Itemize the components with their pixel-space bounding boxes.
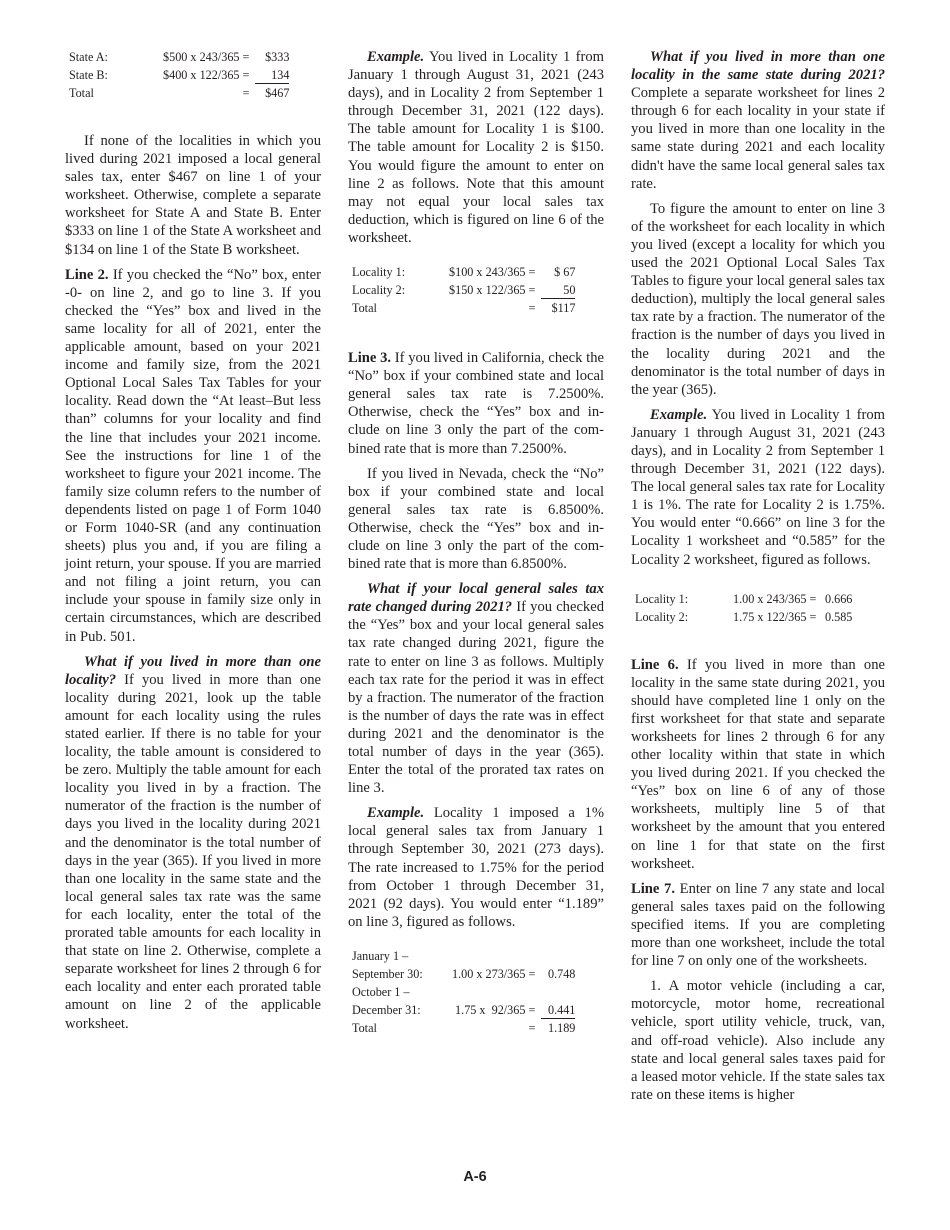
line-2-paragraph: Line 2. If you checked the “No” box, enter -0- on line 2, and go to line 3. If you checked the “Yes” box and lived in the same locality for all of 2021, enter the applicable amount, based on your 2021 income and family size, from the 2021 Optional Local Sales Tax Tables for your locality. Read down the “At least–But less than” columns for your locality and find the line that includes your 2021 income. See the instructions for line 1 of the worksheet to figure your 2021 income. The family size column refers to the number of dependents listed on page 1 of Form 1040 or Form 1040-SR (and any continuation sheets) plus you and, if you are filing a joint return, your spouse. If you are married and not filing a joint return, you can include your spouse in family size only in certain circumstances, which are described in Pub. 501. — [65, 266, 321, 645]
line-7-heading: Line 7. — [631, 880, 675, 897]
paragraph: To figure the amount to enter on line 3 of the worksheet for each locality in which you lived (except a locality for which you used the 2021 Optional Local Sales Tax Tables to figure your local general sales tax deduction), multiply the local general sales tax rate by a fraction. The numerator of the fraction is the number of days you lived in the locality during 2021 and the denominator is the total number of days in the year (365). — [631, 200, 885, 398]
state-allocation-table — [69, 48, 289, 102]
column-1 — [65, 48, 321, 1040]
column-2 — [348, 48, 604, 1045]
line-6-heading: Line 6. — [631, 656, 679, 673]
same-state-paragraph: What if you lived in more than one locality in the same state during 2021? Complete a separate worksheet for lines 2 through 6 for each locality in your state if you lived in more than one locality in the same state during 2021 and each locality didn't have the same local general sales tax rate. — [631, 49, 885, 192]
table-row: October 1 – — [352, 984, 410, 999]
table-total-row: Total = $467 — [69, 86, 290, 100]
line-2-heading: Line 2. — [65, 266, 109, 283]
table-total-row: Total = $117 — [352, 301, 576, 316]
example-paragraph: Example. You lived in Locality 1 from January 1 through August 31, 2021 (243 days), and in Locality 2 from September 1 through December 31, 2021 (122 days). The table amount for Locality 1 is $100. The table amount for Locality 2 is $150. You would figure the amount to enter on line 2 as follows. Note that this amount may not equal your local sales tax deduction, which is figured on line 6 of the worksheet. — [348, 49, 604, 246]
locality-rate-table — [635, 590, 852, 626]
table-row: State A: $500 x 243/365 = $333 — [69, 50, 290, 64]
list-item: 1. A motor vehicle (including a car, motorcycle, motor home, recreational vehicle, sport utility vehicle, truck, van, and off-road vehicle). Also include any state and local general sales taxes paid for a leased motor vehicle. If the state sales tax rate on these items is higher — [631, 978, 885, 1103]
more-than-one-locality-paragraph: What if you lived in more than one locality? If you lived in more than one locality during 2021, look up the table amount for each locality using the rules stated earlier. If there is no table for your locality, the table amount is considered to be zero. Multiply the table amount for each locality you lived in by a fraction. The numerator of the fraction is the number of days you lived in the locality during 2021 and the denominator is the total number of days in the year (365). If you lived in more than one locality in the same state and the local general sales tax rate was the same for each locality, enter the total of the prorated table amounts for each locality in that state on line 2. Otherwise, complete a separate worksheet for lines 2 through 6 for each locality and enter each prorated table amount on line 2 of the applicable worksheet. — [65, 653, 321, 1032]
table-row: Locality 2: 1.75 x 122/365 = 0.585 — [635, 609, 853, 624]
rate-changed-paragraph: What if your local general sales tax rate changed during 2021? If you checked the “Yes” box and your local general sales tax rate changed during 2021, figure the rate to enter on line 3 as follows. Multiply each tax rate for the period it was in effect by a fraction. The numerator of the fraction is the number of days the rate was in effect during 2021 and the denominator is the total number of days in the year (365). Enter the total of the prorated tax rates on line 3. — [348, 581, 604, 797]
same-state-heading: What if you lived in more than one locality in the same state during 2021? — [631, 49, 885, 84]
column-3 — [631, 48, 885, 1111]
line-7-paragraph: Line 7. Enter on line 7 any state and local general sales taxes paid on the following specified items. If you are completing more than one worksheet, include the total for line 7 on only one of the worksheets. — [631, 880, 885, 970]
line-3-heading: Line 3. — [348, 350, 392, 367]
rate-changed-heading: What if your local general sales tax rate changed during 2021? — [348, 581, 604, 616]
more-than-one-locality-heading: What if you lived in more than one locality? — [65, 653, 321, 688]
example-paragraph: Example. Locality 1 imposed a 1% local general sales tax from January 1 through September 30, 2021 (273 days). The rate increased to 1.75% for the period from October 1 through December 31, 2021 (92 days). You would enter “1.189” on line 3, figured as follows. — [348, 805, 604, 930]
table-row: Locality 2: $150 x 122/365 = 50 — [352, 283, 576, 298]
paragraph: If none of the localities in which you lived during 2021 imposed a local general sales tax, enter $467 on line 1 of your worksheet. Otherwise, complete a separate worksheet for State A and State B. Enter $333 on line 1 of the State A worksheet and $134 on line 1 of the State B worksheet. — [65, 133, 321, 258]
table-row: Locality 1: $100 x 243/365 = $ 67 — [352, 265, 576, 280]
example-paragraph: Example. You lived in Locality 1 from January 1 through August 31, 2021 (243 days), and in Locality 2 from September 1 through December 31, 2021 (122 days). The local general sales tax rate for Locality 1 is 1%. The rate for Locality 2 is 1.75%. You would enter “0.666” on line 3 for the Locality 1 worksheet and “0.585” for the Locality 2 worksheet, figured as follows. — [631, 406, 885, 568]
prorated-rate-table — [352, 947, 575, 1037]
table-row: January 1 – — [352, 948, 409, 963]
page-number: A-6 — [463, 1169, 487, 1185]
table-total-row: Total = 1.189 — [352, 1020, 576, 1035]
table-row: Locality 1: 1.00 x 243/365 = 0.666 — [635, 591, 853, 606]
locality-amount-table — [352, 263, 575, 317]
line-3-paragraph: Line 3. If you lived in California, check the “No” box if your combined state and local general sales tax rate is 7.2500%. Otherwise, check the “Yes” box and include on line 3 only the part of the combined rate that is more than 7.2500%. — [348, 350, 604, 457]
nevada-paragraph: If you lived in Nevada, check the “No” box if your combined state and local general sales tax rate is 6.8500%. Otherwise, check the “Yes” box and include on line 3 only the part of the combined rate that is more than 6.8500%. — [348, 465, 604, 573]
table-row: September 30: 1.00 x 273/365 = 0.748 — [352, 966, 576, 981]
table-row: December 31: 1.75 x 92/365 = 0.441 — [352, 1002, 576, 1017]
table-row: State B: $400 x 122/365 = 134 — [69, 68, 290, 82]
line-6-paragraph: Line 6. If you lived in more than one locality in the same state during 2021, you should have completed line 1 only on the first worksheet for that state and separate worksheets for lines 2 through 6 for any other locality within that state in which you lived during 2021. If you checked the “Yes” box on line 6 of any of those worksheets, multiply line 5 of that worksheet by the amount that you entered on line 1 for that state on the first worksheet. — [631, 656, 885, 872]
